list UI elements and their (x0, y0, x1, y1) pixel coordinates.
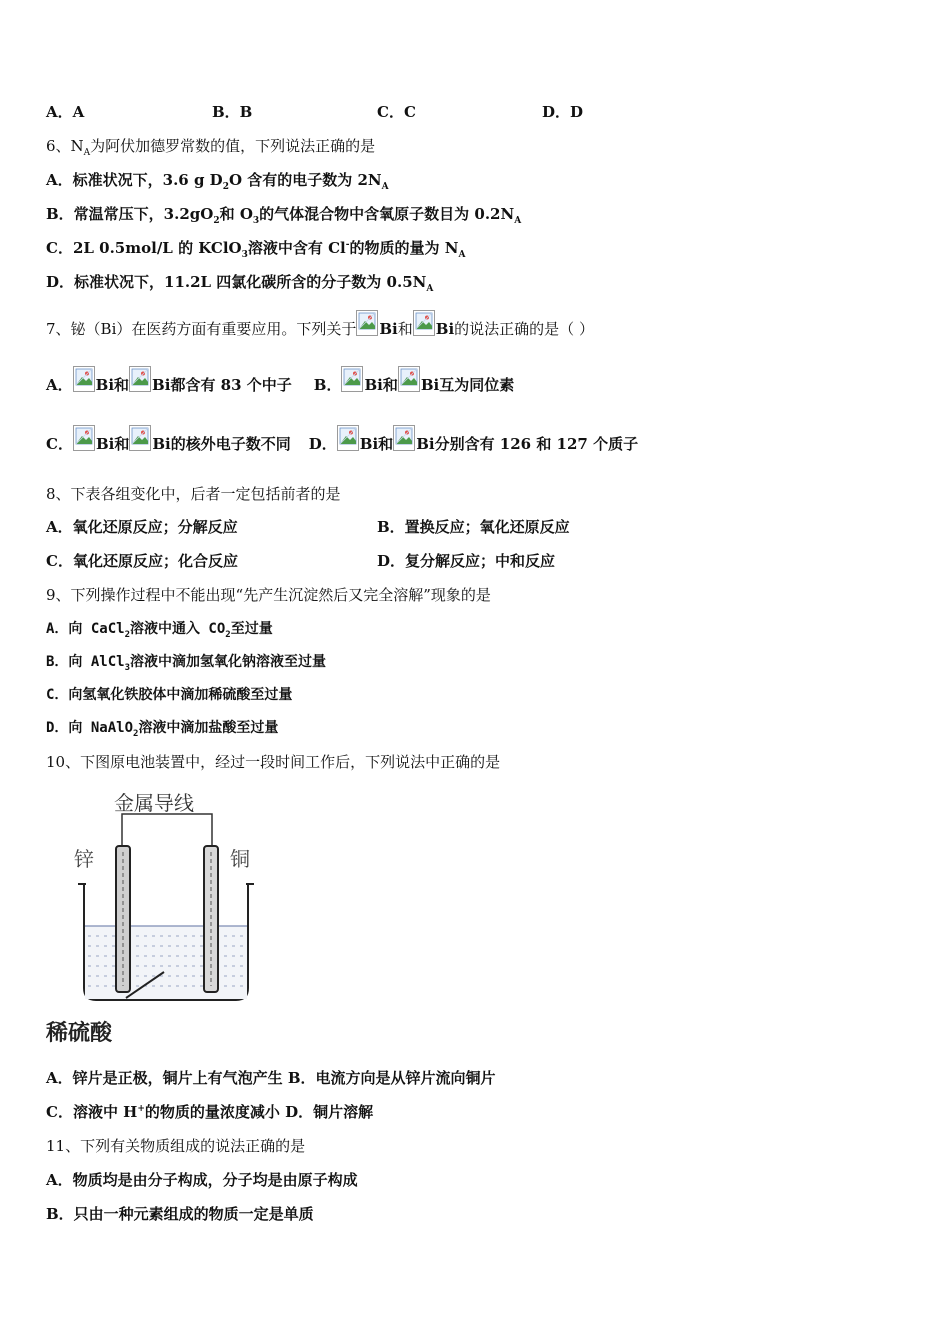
broken-image-icon (398, 366, 420, 392)
q9-option-b: B．向 AlCl$_3$溶液中滴加氢氧化钠溶液至过量 (46, 654, 326, 673)
q8-stem: 8、下表各组变化中，后者一定包括前者的是 (46, 485, 341, 503)
galvanic-cell-figure (44, 786, 264, 1052)
broken-image-icon (129, 366, 151, 392)
q8-option-c: C．氧化还原反应；化合反应 (46, 552, 238, 570)
broken-image-icon (73, 425, 95, 451)
acid-label: 稀硫酸 (46, 1020, 113, 1046)
q8-option-a: A．氧化还原反应；分解反应 (46, 518, 238, 536)
q6-option-d: D．标准状况下，11.2L 四氯化碳所含的分子数为 $0.5N_A$ (46, 273, 434, 294)
q8-option-b: B．置换反应；氧化还原反应 (377, 518, 570, 536)
broken-image-icon (413, 310, 435, 336)
q6-option-a: A．标准状况下，3.6 g $D_2O$ 含有的电子数为 $2N_A$ (46, 171, 389, 192)
q7-stem: 7、铋（Bi）在医药方面有重要应用。下列关于 Bi和 Bi的说法正确的是（ ） (46, 310, 594, 344)
q10-options-cd: C．溶液中 H+的物质的量浓度减小 D．铜片溶解 (46, 1103, 374, 1121)
wire-label: 金属导线 (114, 791, 194, 815)
q10-stem: 10、下图原电池装置中，经过一段时间工作后，下列说法中正确的是 (46, 753, 501, 771)
q7-options-cd: C． Bi和 Bi的核外电子数不同 D． Bi和 Bi分别含有 126 和 127 个质子 (46, 425, 638, 460)
q9-option-c: C．向氢氧化铁胶体中滴加稀硫酸至过量 (46, 687, 293, 703)
q10-options-ab: A．锌片是正极，铜片上有气泡产生 B．电流方向是从锌片流向铜片 (46, 1069, 496, 1087)
q11-option-b: B．只由一种元素组成的物质一定是单质 (46, 1205, 314, 1223)
broken-image-icon (393, 425, 415, 451)
broken-image-icon (73, 366, 95, 392)
zinc-label: 锌 (74, 847, 94, 871)
broken-image-icon (341, 366, 363, 392)
q7-options-ab: A． Bi和 Bi都含有 83 个中子 B． Bi和 Bi互为同位素 (46, 366, 514, 401)
q9-stem: 9、下列操作过程中不能出现“先产生沉淀然后又完全溶解”现象的是 (46, 586, 491, 604)
broken-image-icon (337, 425, 359, 451)
q8-option-d: D．复分解反应；中和反应 (377, 552, 556, 570)
q5-option-b: B．B (212, 103, 253, 121)
q6-stem: 6、$N_A$为阿伏加德罗常数的值，下列说法正确的是 (46, 137, 376, 158)
q11-option-a: A．物质均是由分子构成，分子均是由原子构成 (46, 1171, 358, 1189)
q11-stem: 11、下列有关物质组成的说法正确的是 (46, 1137, 306, 1155)
q5-option-d: D．D (542, 103, 584, 121)
copper-label: 铜 (230, 847, 250, 871)
q9-option-d: D．向 NaAlO$_2$溶液中滴加盐酸至过量 (46, 720, 279, 739)
q9-option-a: A．向 CaCl$_2$溶液中通入 $CO_2$至过量 (46, 621, 273, 640)
q5-option-c: C．C (377, 103, 416, 121)
broken-image-icon (356, 310, 378, 336)
q6-option-b: B．常温常压下，$3.2gO_2$和 $O_3$的气体混合物中含氧原子数目为 $0.2N_A$ (46, 205, 522, 226)
broken-image-icon (129, 425, 151, 451)
q5-option-a: A．A (46, 103, 85, 121)
q6-option-c: C．2L 0.5mol/L 的 KClO$_3$溶液中含有 Cl-的物质的量为 $N_A$ (46, 239, 466, 260)
